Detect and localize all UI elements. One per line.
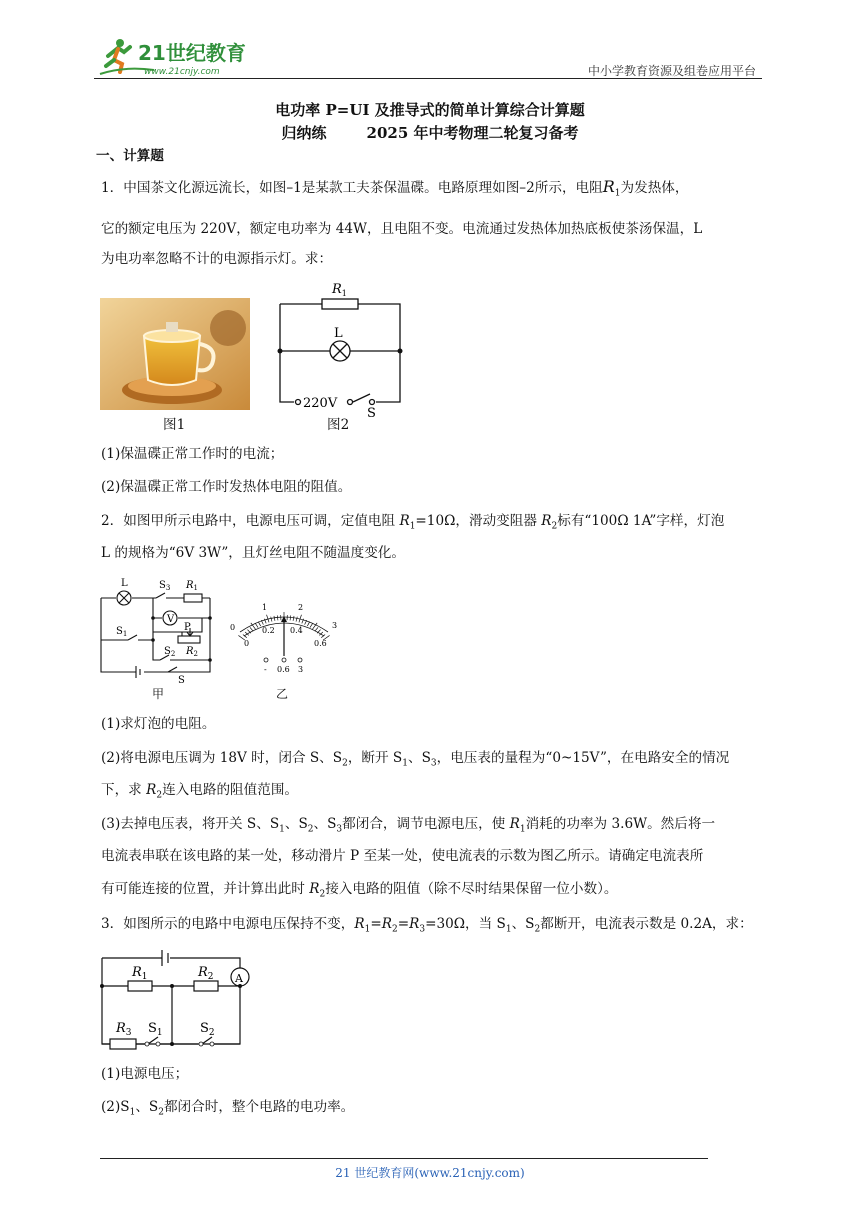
svg-text:P: P (184, 622, 191, 633)
q2-sub1: (1)求灯泡的电阻。 (101, 716, 216, 732)
svg-text:L: L (334, 326, 343, 341)
svg-text:3: 3 (332, 621, 338, 630)
footer-divider (100, 1158, 708, 1159)
q1-sub1: (1)保温碟正常工作时的电流； (101, 446, 284, 462)
fig1-caption: 图1 (163, 417, 186, 433)
page-subtitle: 归纳练 2025 年中考物理二轮复习备考 (281, 124, 579, 142)
site-logo (94, 34, 264, 78)
svg-text:2: 2 (298, 603, 304, 612)
svg-text:R1: $R_1$ (332, 282, 347, 298)
svg-text:S: S (178, 675, 185, 686)
q2-sub3-line2: 电流表串联在该电路的某一处，移动滑片 P 至某一处，使电流表的示数为图乙所示。请确定电流表所 (101, 848, 704, 864)
fig-jia-caption: 甲 (152, 687, 165, 701)
svg-text:S2: $S_2$ (164, 646, 176, 658)
q1-text-3: 为电功率忽略不计的电源指示灯。求： (101, 251, 333, 267)
svg-text:S1: $S_1$ (148, 1021, 163, 1038)
q2-text-2: L 的规格为“6V 3W”，且灯丝电阻不随温度变化。 (101, 545, 405, 561)
q2-circuit-jia (98, 574, 218, 690)
q2-sub2-line2: 下，求 $R_2$连入电路的阻值范围。 (101, 782, 299, 801)
q3-text: 3．如图所示的电路中电源电压保持不变，$R_1=R_2=R_3=30\Omega$，当 $S_1$、$S_2$都断开，电流表示数是 0.2A，求： (101, 916, 753, 935)
fig-yi-caption: 乙 (276, 687, 289, 701)
q3-sub1: (1)电源电压； (101, 1066, 189, 1082)
svg-text:A: A (235, 972, 243, 985)
q3-sub2: $(2)S_1$、$S_2$都闭合时，整个电路的电功率。 (101, 1099, 355, 1118)
q2-sub3-line3: 有可能连接的位置，并计算出此时 $R_2$接入电路的阻值（除不尽时结果保留一位小数）。 (101, 881, 618, 900)
svg-text:R2: $R_2$ (198, 965, 214, 982)
q2-text: 2．如图甲所示电路中，电源电压可调，定值电阻 $R_1=10\Omega$，滑动变阻器 $R_2$标有“100Ω 1A”字样，灯泡 (101, 513, 725, 532)
svg-text:3: 3 (298, 665, 304, 674)
svg-text:0.4: 0.4 (290, 626, 303, 635)
q2-ammeter-yi (226, 598, 342, 676)
svg-text:S2: $S_2$ (200, 1021, 215, 1038)
svg-text:L: L (121, 578, 128, 589)
page-footer: 21 世纪教育网(www.21cnjy.com) (335, 1166, 525, 1180)
page-title: 电功率 P=UI 及推导式的简单计算综合计算题 (275, 101, 585, 119)
svg-text:R1: $R_1$ (186, 580, 198, 592)
svg-text:1: 1 (262, 603, 268, 612)
svg-text:21世纪教育: 21世纪教育 (138, 41, 246, 65)
svg-text:V: V (167, 614, 175, 625)
svg-text:S: S (367, 406, 376, 418)
fig2-caption: 图2 (327, 417, 350, 433)
q2-sub2: (2)将电源电压调为 18V 时，闭合 S、$S_2$，断开 $S_1$、$S_3$，电压表的量程为“0~15V”，在电路安全的情况 (101, 750, 730, 769)
svg-text:0: 0 (230, 623, 236, 632)
svg-text:R1: $R_1$ (132, 965, 148, 982)
section-heading: 一、计算题 (96, 148, 164, 164)
q1-sub2: (2)保温碟正常工作时发热体电阻的阻值。 (101, 479, 352, 495)
svg-text:www.21cnjy.com: www.21cnjy.com (144, 67, 220, 77)
q2-sub3: (3)去掉电压表，将开关 S、$S_1$、$S_2$、$S_3$都闭合，调节电源电压，使 $R_1$消耗的功率为 3.6W。然后将一 (101, 816, 716, 835)
header-divider (94, 78, 762, 79)
svg-text:S3: $S_3$ (159, 580, 171, 592)
svg-text:R2: $R_2$ (186, 646, 198, 658)
svg-text:S1: $S_1$ (116, 626, 128, 638)
q1-text: 1．中国茶文化源远流长，如图–1是某款工夫茶保温碟。电路原理如图–2所示，电阻$R_1$为发热体， (101, 177, 689, 199)
svg-text:0: 0 (244, 639, 250, 648)
svg-text:0.6: 0.6 (277, 665, 290, 674)
svg-text:220V: 220V (303, 396, 338, 411)
svg-text:0.6: 0.6 (314, 639, 327, 648)
svg-text:-: - (264, 665, 267, 674)
svg-text:0.2: 0.2 (262, 626, 275, 635)
q1-text-2: 它的额定电压为 220V，额定电功率为 44W，且电阻不变。电流通过发热体加热底板使茶汤保温，L (101, 221, 703, 237)
page-header (94, 34, 762, 78)
site-tagline: 中小学教育资源及组卷应用平台 (587, 64, 756, 78)
q1-photo-tea-warmer (100, 298, 250, 410)
q3-circuit-diagram (98, 944, 262, 1056)
svg-text:R3: $R_3$ (116, 1021, 132, 1038)
q1-circuit-diagram (272, 278, 412, 418)
